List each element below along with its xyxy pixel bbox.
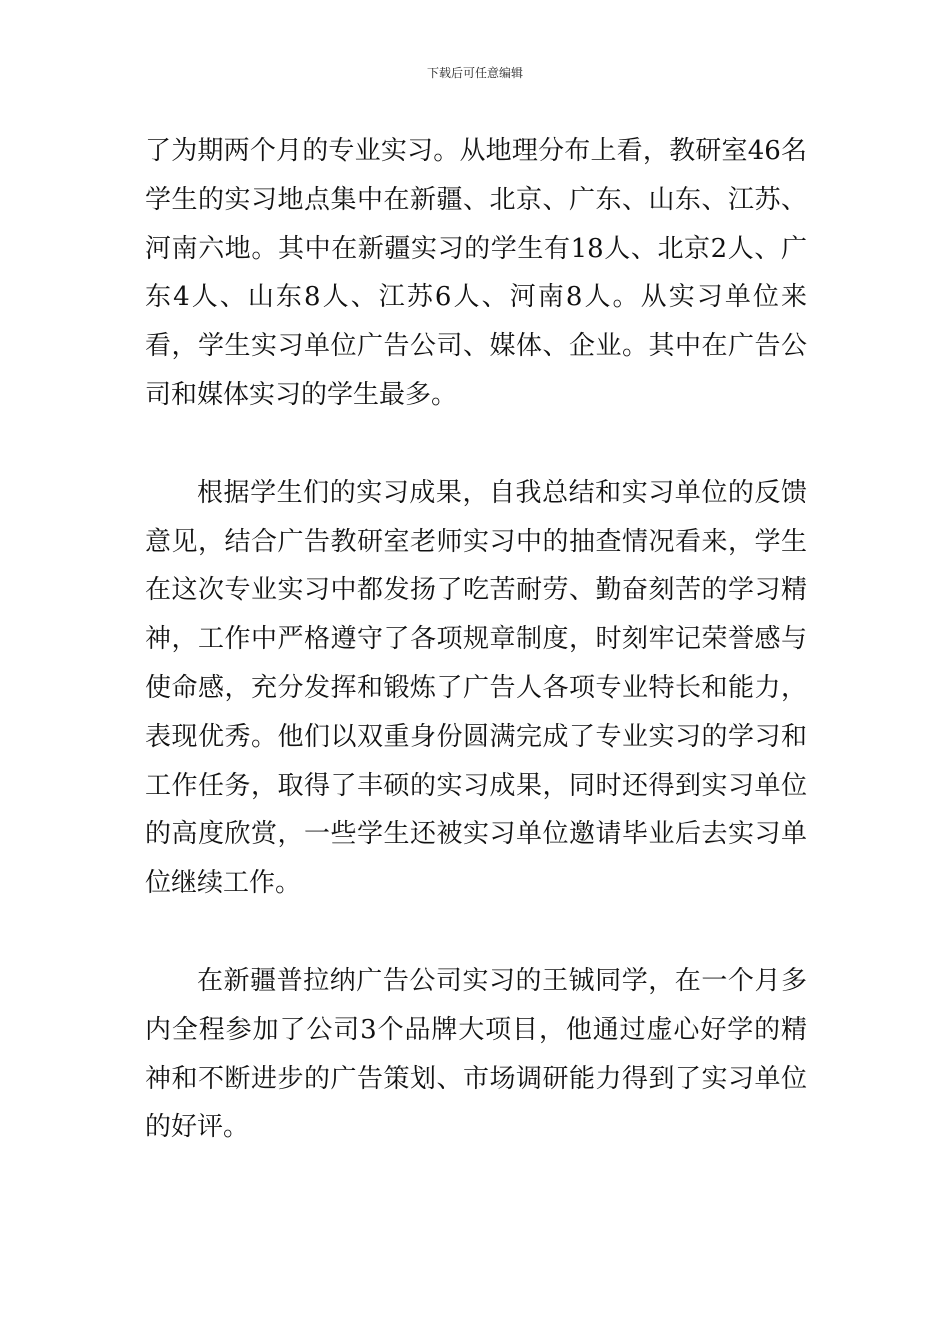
paragraph-3: 在新疆普拉纳广告公司实习的王铖同学，在一个月多内全程参加了公司3个品牌大项目，他通过虚心好学的精神和不断进步的广告策划、市场调研能力得到了实习单位的好评。 (145, 965, 807, 1143)
paragraph-1: 了为期两个月的专业实习。从地理分布上看，教研室46名学生的实习地点集中在新疆、北京、广东、山东、江苏、河南六地。其中在新疆实习的学生有18人、北京2人、广东4人、山东8人、江苏6人、河南8人。从实习单位来看，学生实习单位广告公司、媒体、企业。其中在广告公司和媒体实习的学生最多。 (145, 136, 807, 410)
page-header: 下载后可任意编辑 (426, 66, 523, 80)
paragraph-2: 根据学生们的实习成果，自我总结和实习单位的反馈意见，结合广告教研室老师实习中的抽查情况看来，学生在这次专业实习中都发扬了吃苦耐劳、勤奋刻苦的学习精神，工作中严格遵守了各项规章制度，时刻牢记荣誉感与使命感，充分发挥和锻炼了广告人各项专业特长和能力，表现优秀。他们以双重身份圆满完成了专业实习的学习和工作任务，取得了丰硕的实习成果，同时还得到实习单位的高度欣赏，一些学生还被实习单位邀请毕业后去实习单位继续工作。 (145, 477, 807, 899)
document-body (145, 127, 807, 1201)
